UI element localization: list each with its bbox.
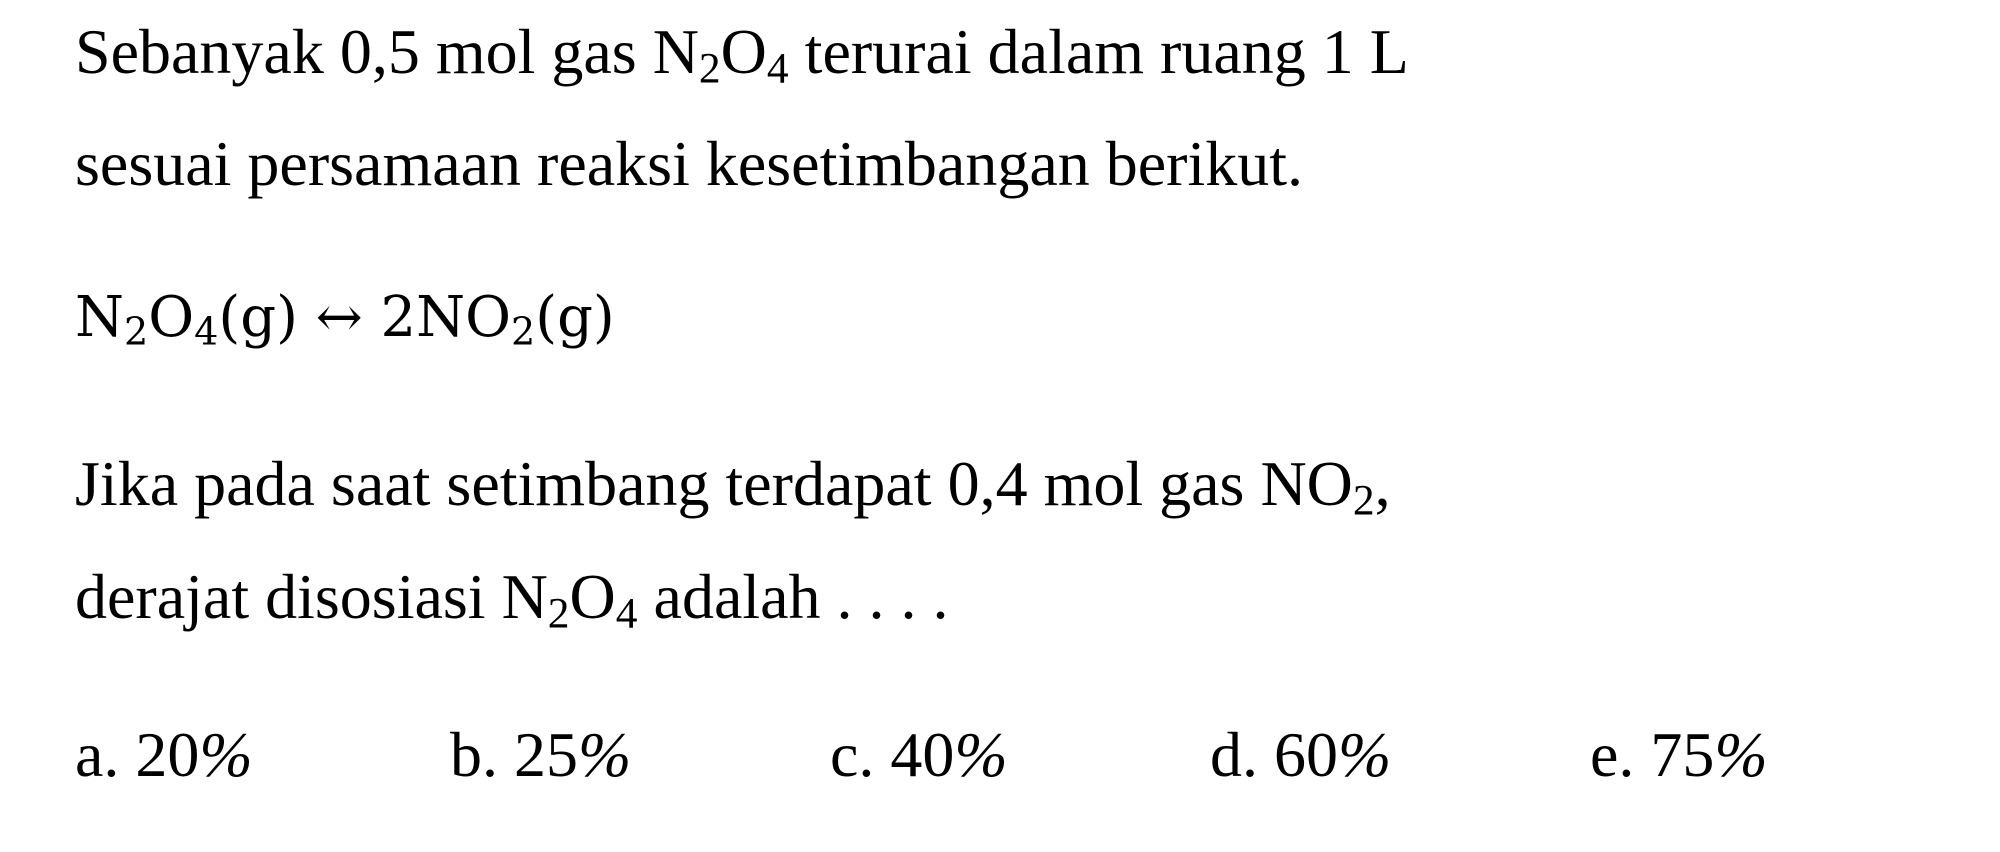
line1-text-after: terurai dalam ruang 1 L [788, 16, 1409, 87]
line1-text-o: O [720, 16, 767, 87]
line4-text-before: Jika pada saat setimbang terdapat 0,4 mol gas NO [75, 448, 1353, 519]
equation-part-2: O [148, 285, 195, 350]
line5-text-o: O [569, 561, 616, 632]
line5-subscript-4: 4 [615, 589, 638, 638]
option-b-value: 25% [514, 719, 632, 790]
equation-part-3: (g) ↔ 2NO [218, 285, 511, 350]
option-a-value: 20% [135, 719, 253, 790]
equation-sub-3: 2 [511, 309, 536, 354]
question-line-4 [75, 448, 1391, 525]
question-line-1 [75, 16, 1409, 93]
equation-part-1: N [75, 285, 124, 350]
line5-text-after: adalah . . . . [637, 561, 949, 632]
question-line-5 [75, 561, 949, 638]
option-b-letter: b. [450, 719, 514, 790]
option-d-value: 60% [1274, 719, 1392, 790]
option-c[interactable] [830, 719, 1008, 790]
option-d-letter: d. [1210, 719, 1274, 790]
line4-text-after: , [1374, 448, 1391, 519]
line1-text-before: Sebanyak 0,5 mol gas N [75, 16, 699, 87]
option-e-letter: e. [1590, 719, 1651, 790]
option-a[interactable] [75, 719, 253, 790]
answer-options [0, 719, 2000, 803]
line5-subscript-2: 2 [547, 589, 570, 638]
option-b[interactable] [450, 719, 632, 790]
reaction-equation [75, 285, 615, 354]
option-a-letter: a. [75, 719, 136, 790]
question-line-2: sesuai persamaan reaksi kesetimbangan berikut. [75, 128, 1303, 199]
option-c-value: 40% [890, 719, 1008, 790]
equation-part-4: (g) [535, 285, 615, 350]
option-e[interactable] [1590, 719, 1768, 790]
line4-subscript-2: 2 [1352, 476, 1375, 525]
equation-sub-1: 2 [124, 309, 149, 354]
line1-subscript-4: 4 [766, 44, 789, 93]
option-d[interactable] [1210, 719, 1392, 790]
option-e-value: 75% [1650, 719, 1768, 790]
option-c-letter: c. [830, 719, 891, 790]
line5-text-before: derajat disosiasi N [75, 561, 548, 632]
line1-subscript-2: 2 [698, 44, 721, 93]
equation-sub-2: 4 [194, 309, 219, 354]
